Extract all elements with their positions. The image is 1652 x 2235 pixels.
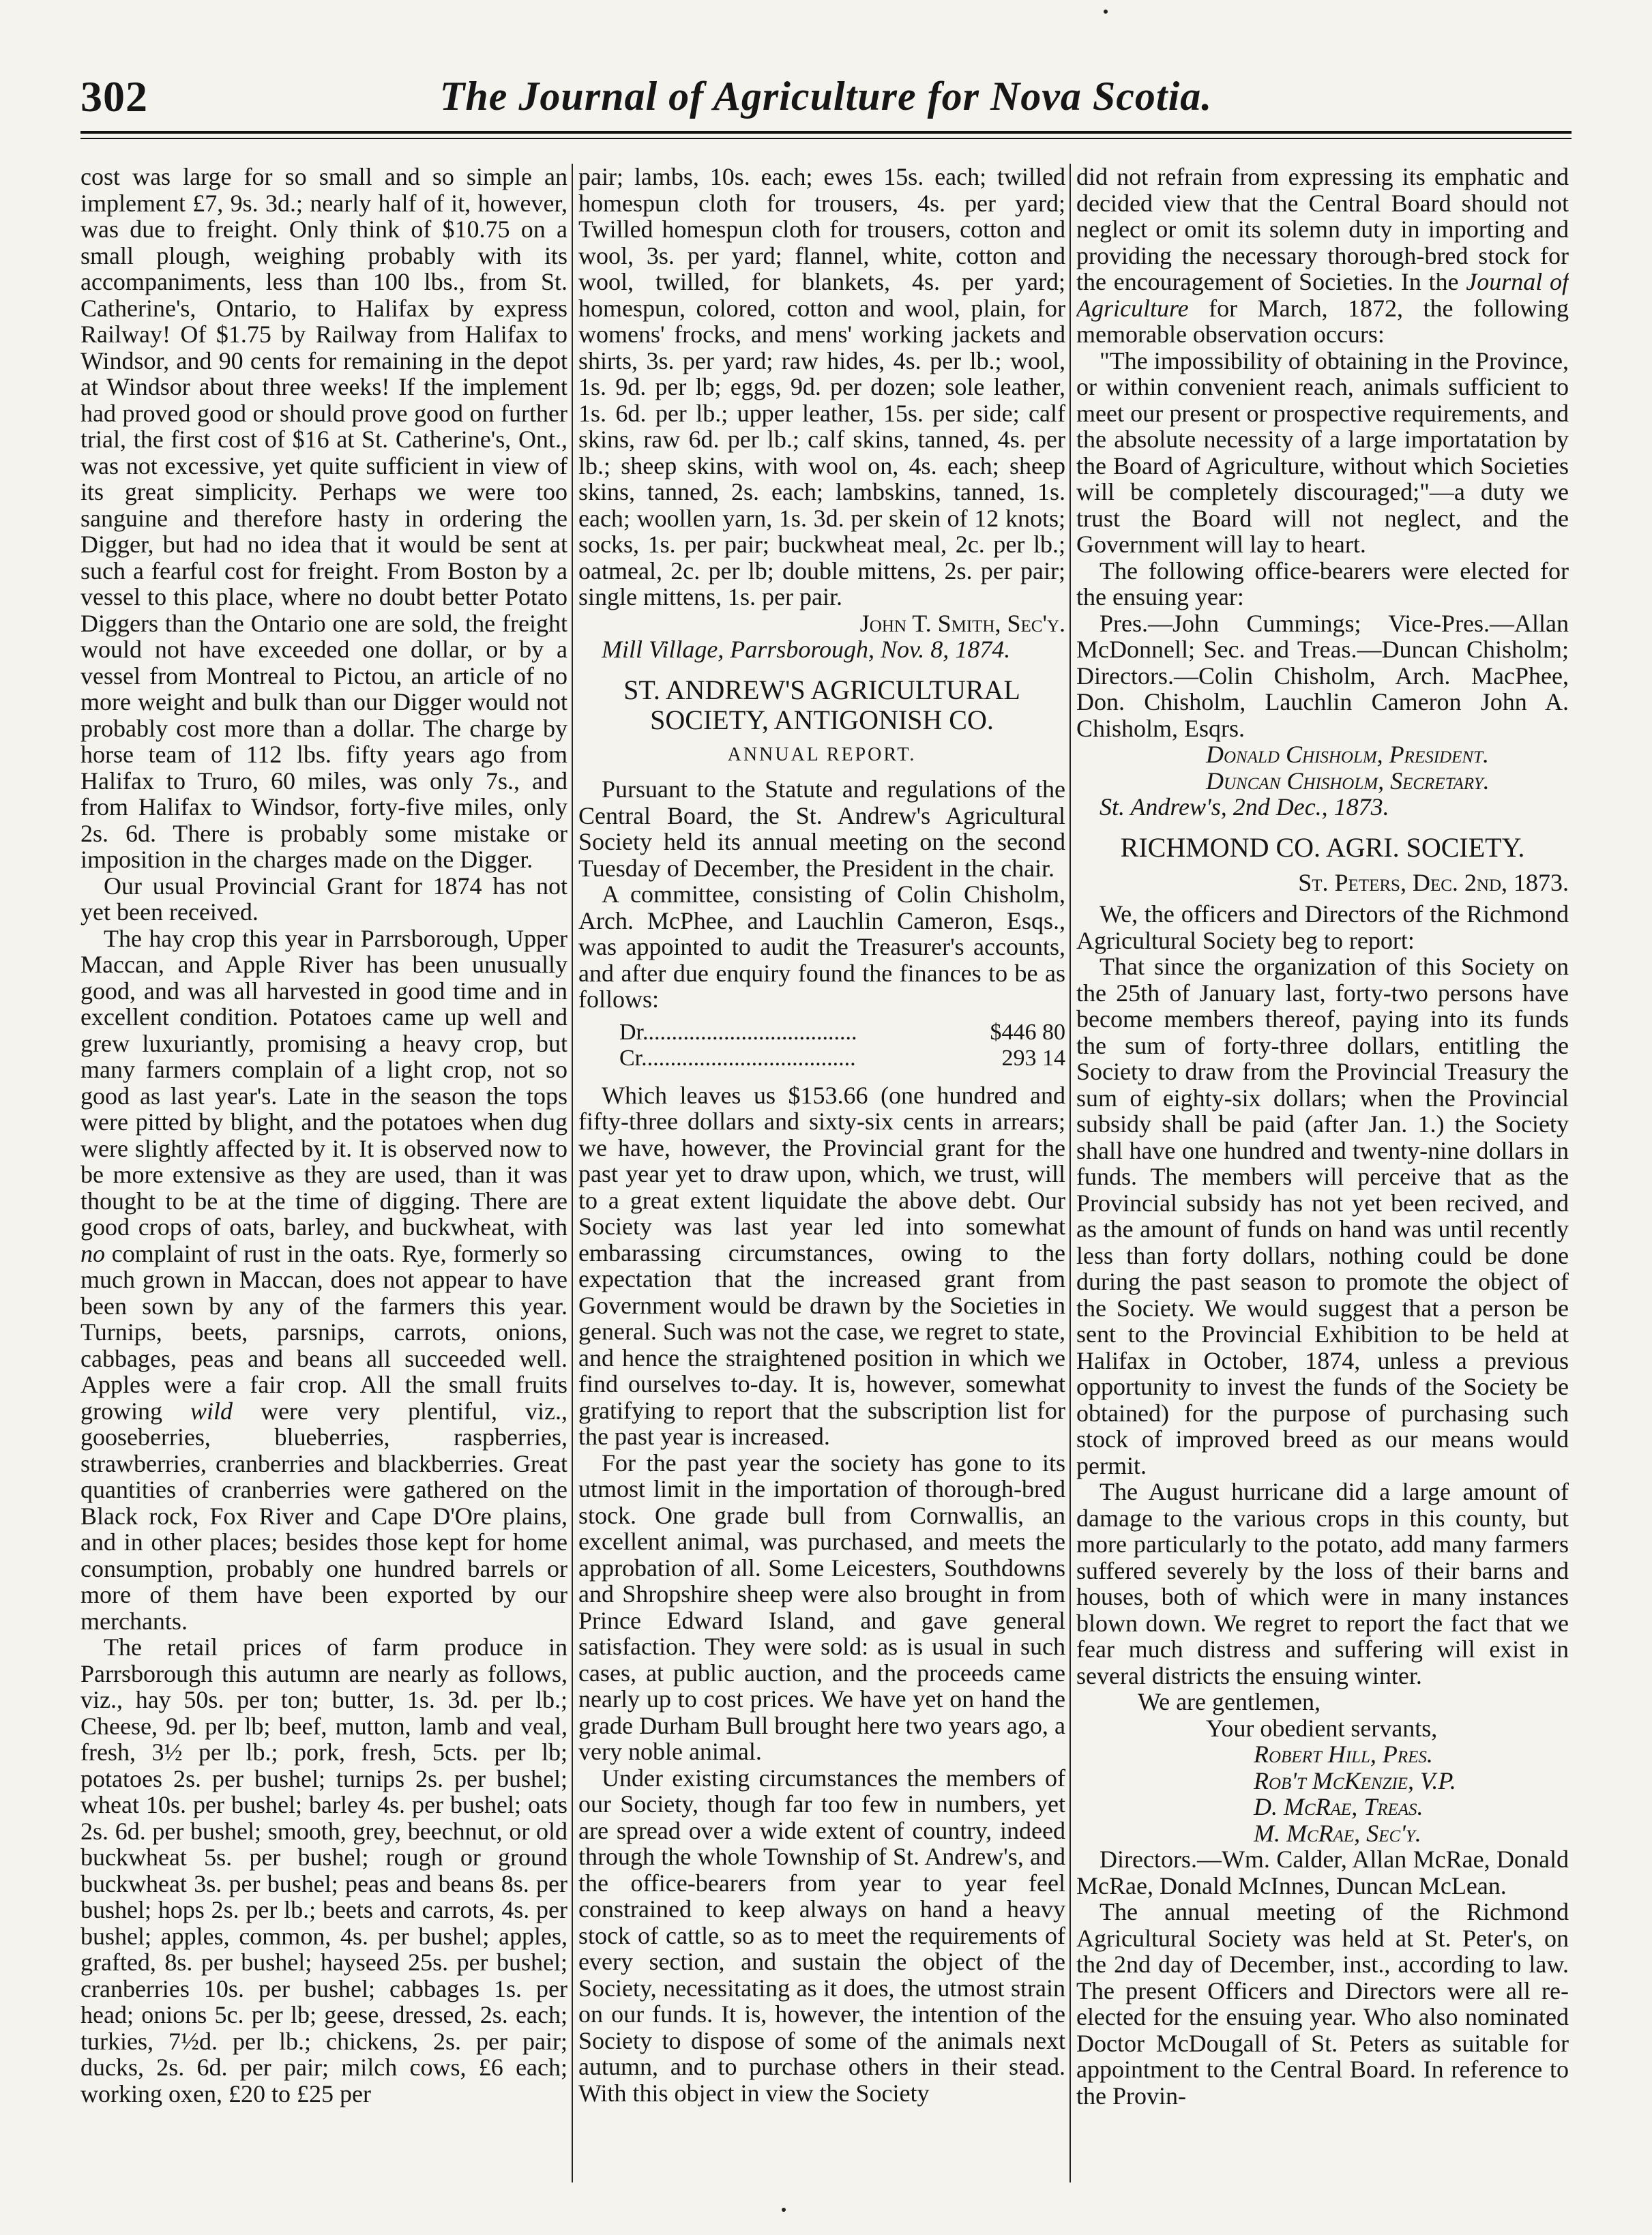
account-label: Cr..................................... [619,1045,856,1071]
column-right [1076,164,1569,2182]
section-subheading: ANNUAL REPORT. [727,743,917,765]
print-speck [782,2208,786,2212]
page-number: 302 [80,72,148,121]
paragraph [1076,164,1569,348]
section-heading: RICHMOND CO. AGRI. SOCIETY. [1120,831,1525,863]
paragraph: Our usual Provincial Grant for 1874 has not yet been received. [80,872,567,926]
column-divider [1070,164,1071,2182]
column-middle [578,164,1065,2182]
paragraph: We, the officers and Directors of the Richmond Agricultural Society beg to report: [1076,900,1569,954]
paragraph: That since the organization of this Society on the 25th of January last, forty-two persons have become members thereof, paying into its funds the sum of forty-three dollars, entitling the Society to draw from the Provincial Treasury the sum of eighty-six dollars; when the Provincial subsidy shall be paid (after Jan. 1.) the Society shall have one hundred and twenty-nine dollars in funds. The members will perceive that as the Provincial subsidy has not yet been recived, and as the amount of funds on hand was until recently less than forty dollars, nothing could be done during the past season to promote the object of the Society. We would suggest that a person be sent to the Provincial Exhibition to be held at Halifax in October, 1874, unless a previous opportunity to invest the funds of the Society be obtained) for the purpose of purchasing such stock of improved breed as our means would permit. [1076,953,1569,1479]
account-row [619,1046,1065,1071]
paragraph: Pursuant to the Statute and regulations of the Central Board, the St. Andrew's Agricultural Society held its annual meeting on the second Tuesday of December, the President in the chair. [578,775,1065,882]
signer: M. McRae, Sec'y. [1254,1819,1421,1847]
emphasis: Journal of Agriculture [1076,268,1569,322]
text-run: for March, 1872, the following memorable observation occurs: [1076,294,1569,348]
dateline: St. Peters, Dec. 2nd, 1873. [1298,868,1569,896]
page-header [80,72,1572,133]
paragraph: Which leaves us $153.66 (one hundred and fifty-three dollars and sixty-six cents in arrears; we have, however, the Provincial grant for the past year yet to draw upon, which, we trust, will to a great extent liquidate the above debt. Our Society was last year led into somewhat embarassing circumstances, owing to the expectation that the increased grant from Government would be drawn by the Societies in general. Such was not the case, we regret to state, and hence the straightened position in which we find ourselves to-day. It is, however, somewhat gratifying to report that the subscription list for the past year is increased. [578,1081,1065,1450]
closing: We are gentlemen, [1138,1688,1321,1715]
paragraph: Under existing circumstances the members of our Society, though far too few in numbers, yet are spread over a wide extent of country, indeed through the whole Township of St. Andrew's, and the office-bearers from year to year feel constrained to keep always on hand a heavy stock of cattle, so as to meet the requirements of every section, and sustain the object of the Society, necessitating as it does, the utmost strain on our funds. It is, however, the intention of the Society to dispose of some of the animals next autumn, and to purchase others in their stead. With this object in view the Society [578,1764,1065,2107]
signature: Donald Chisholm, President. [1206,741,1489,768]
account-row [619,1020,1065,1046]
print-speck [1104,10,1108,14]
paragraph: The following office-bearers were elected for the ensuing year: [1076,557,1569,610]
emphasis: wild [190,1397,233,1425]
place-date: St. Andrew's, 2nd Dec., 1873. [1100,793,1389,820]
account-table [619,1020,1065,1071]
directors-list: Directors.—Wm. Calder, Allan McRae, Donald McRae, Donald McInnes, Duncan McLean. [1076,1846,1569,1899]
paragraph: cost was large for so small and so simple an implement £7, 9s. 3d.; nearly half of it, however, was due to freight. Only think of $10.75 on a small plough, weighing probably with its accompaniments, less than 100 lbs., from St. Catherine's, Ontario, to Halifax by express Railway! Of $1.75 by Railway from Halifax to Windsor, and 90 cents for remaining in the depot at Windsor about three weeks! If the implement had proved good or should prove good on further trial, the first cost of $16 at St. Catherine's, Ont., was not excessive, yet quite sufficient in view of its great simplicity. Perhaps we were too sanguine and therefore hasty in ordering the Digger, but had no idea that it would be sent at such a fearful cost for freight. From Boston by a vessel to this place, where no doubt better Potato Diggers than the Ontario one are sold, the freight would not have exceeded one dollar, or by a vessel from Montreal to Pictou, an article of no more weight and bulk than our Digger would not probably cost more than a dollar. The charge by horse team of 112 lbs. fifty years ago from Halifax to Truro, 60 miles, was only 7s., and from Halifax to Windsor, forty-five miles, only 2s. 6d. There is probably some mistake or imposition in the charges made on the Digger. [80,164,567,873]
text-run: The hay crop this year in Parrsborough, Upper Maccan, and Apple River has been unusually good, and was all harvested in good time and in excellent condition. Potatoes came up well and grew luxuriantly, promising a heavy crop, but many farmers complain of a light crop, not so good as last year's. Late in the season the tops were pitted by blight, and the potatoes when dug were slightly affected by it. It is observed now to be more extensive as they are used, than it was thought to be at the time of digging. There are good crops of oats, barley, and buckwheat, with [80,924,567,1241]
signature: Duncan Chisholm, Secretary. [1206,767,1490,795]
account-amount: 293 14 [1001,1045,1065,1071]
paragraph: A committee, consisting of Colin Chisholm, Arch. McPhee, and Lauchlin Cameron, Esqs., was appointed to audit the Treasurer's accounts, and after due enquiry found the finances to be as follows: [578,880,1065,1013]
running-title: The Journal of Agriculture for Nova Scotia. [439,74,1213,119]
text-run: did not refrain from expressing its emphatic and decided view that the Central Board should not neglect or omit its solemn duty in importing and providing the necessary thorough-bred stock for the encouragement of Societies. In the [1076,164,1569,295]
account-amount: $446 80 [990,1019,1065,1045]
text-run: were very plentiful, viz., gooseberries, blueberries, raspberries, strawberries, cranberries and blackberries. Great quantities of cranberries were gathered on the Black rock, Fox River and Cape D'Ore plains, and in other places; besides those kept for home consumption, probably one hundred barrels or more of them have been exported by our merchants. [80,1397,567,1635]
quotation: "The impossibility of obtaining in the Province, or within convenient reach, animals sufficient to meet our present or prospective requirements, and the absolute necessity of a large importatation by the Board of Agriculture, without which Societies will be completely discouraged;"—a duty we trust the Board will not neglect, and the Government will lay to heart. [1076,346,1569,558]
paragraph: The retail prices of farm produce in Parrsborough this autumn are nearly as follows, viz., hay 50s. per ton; butter, 1s. 3d. per lb.; Cheese, 9d. per lb; beef, mutton, lamb and veal, fresh, 3½ per lb.; pork, fresh, 5cts. per lb; potatoes 2s. per bushel; turnips 2s. per bushel; wheat 10s. per bushel; barley 4s. per bushel; oats 2s. 6d. per bushel; smooth, grey, beechnut, or old buckwheat 5s. per bushel; rough or ground buckwheat 3s. per bushel; peas and beans 8s. per bushel; hops 2s. per lb.; beets and carrots, 4s. per bushel; apples, common, 4s. per bushel; apples, grafted, 8s. per bushel; hayseed 25s. per bushel; cranberries 10s. per bushel; cabbages 1s. per head; onions 5c. per lb; geese, dressed, 2s. each; turkies, 7½d. per lb.; chickens, 2s. per pair; ducks, 2s. 6d. per pair; milch cows, £6 each; working oxen, £20 to £25 per [80,1633,567,2107]
paragraph: The annual meeting of the Richmond Agricultural Society was held at St. Peter's, on the 2nd day of December, inst., according to law. The present Officers and Directors were all re-elected for the ensuing year. Who also nominated Doctor McDougall of St. Peters as suitable for appointment to the Central Board. In reference to the Provin- [1076,1898,1569,2110]
emphasis: no [80,1239,105,1267]
officers-list: Pres.—John Cummings; Vice-Pres.—Allan McDonnell; Sec. and Treas.—Duncan Chisholm; Directors.—Colin Chisholm, Arch. MacPhee, Don. Chisholm, Lauchlin Cameron John A. Chisholm, Esqrs. [1076,609,1569,742]
signature: John T. Smith, Sec'y. [859,609,1065,637]
paragraph [80,926,567,1635]
closing: Your obedient servants, [1206,1714,1438,1742]
paragraph: For the past year the society has gone to its utmost limit in the importation of thorough-bred stock. One grade bull from Cornwallis, an excellent animal, was purchased, and meets the approbation of all. Some Leicesters, Southdowns and Shropshire sheep were also brought in from Prince Edward Island, and gave general satisfaction. They were sold: as is usual in such cases, at public auction, and the proceeds came nearly up to cost prices. We have yet on hand the grade Durham Bull brought here two years ago, a very noble animal. [578,1449,1065,1765]
account-label: Dr..................................... [619,1019,857,1045]
column-divider [572,164,573,2182]
signer: D. McRae, Treas. [1254,1793,1424,1820]
text-run: complaint of rust in the oats. Rye, formerly so much grown in Maccan, does not appear to have been sown by any of the farmers this year. Turnips, beets, parsnips, carrots, onions, cabbages, peas and beans all succeeded well. Apples were a fair crop. All the small fruits growing [80,1239,567,1425]
signer: Robert Hill, Pres. [1254,1741,1433,1768]
place-date: Mill Village, Parrsborough, Nov. 8, 1874. [602,636,1011,663]
paragraph: pair; lambs, 10s. each; ewes 15s. each; twilled homespun cloth for trousers, 4s. per yard; Twilled homespun cloth for trousers, cotton and wool, 3s. per yard; flannel, white, cotton and wool, twilled, for blankets, 4s. per yard; homespun, colored, cotton and wool, plain, for womens' frocks, and mens' working jackets and shirts, 3s. per yard; raw hides, 4s. per lb.; wool, 1s. 9d. per lb; eggs, 9d. per dozen; sole leather, 1s. 6d. per lb.; upper leather, 15s. per side; calf skins, raw 6d. per lb.; calf skins, tanned, 4s. per lb.; sheep skins, with wool on, 4s. each; sheep skins, tanned, 2s. each; lambskins, tanned, 1s. each; woollen yarn, 1s. 3d. per skein of 12 knots; socks, 1s. per pair; buckwheat meal, 2c. per lb.; oatmeal, 2c. per lb; double mittens, 2s. per pair; single mittens, 1s. per pair. [578,164,1065,610]
header-rule-thick [80,131,1572,134]
signer: Rob't McKenzie, V.P. [1254,1766,1456,1794]
column-left [80,164,567,2182]
section-heading: ST. ANDREW'S AGRICULTURAL SOCIETY, ANTIGONISH CO. [623,674,1020,735]
paragraph: The August hurricane did a large amount of damage to the various crops in this county, but more particularly to the potato, add many farmers suffered severely by the loss of their barns and houses, both of which were in many instances blown down. We regret to report the fact that we fear much distress and suffering will exist in several districts the ensuing winter. [1076,1478,1569,1689]
header-rule-thin [80,138,1572,139]
